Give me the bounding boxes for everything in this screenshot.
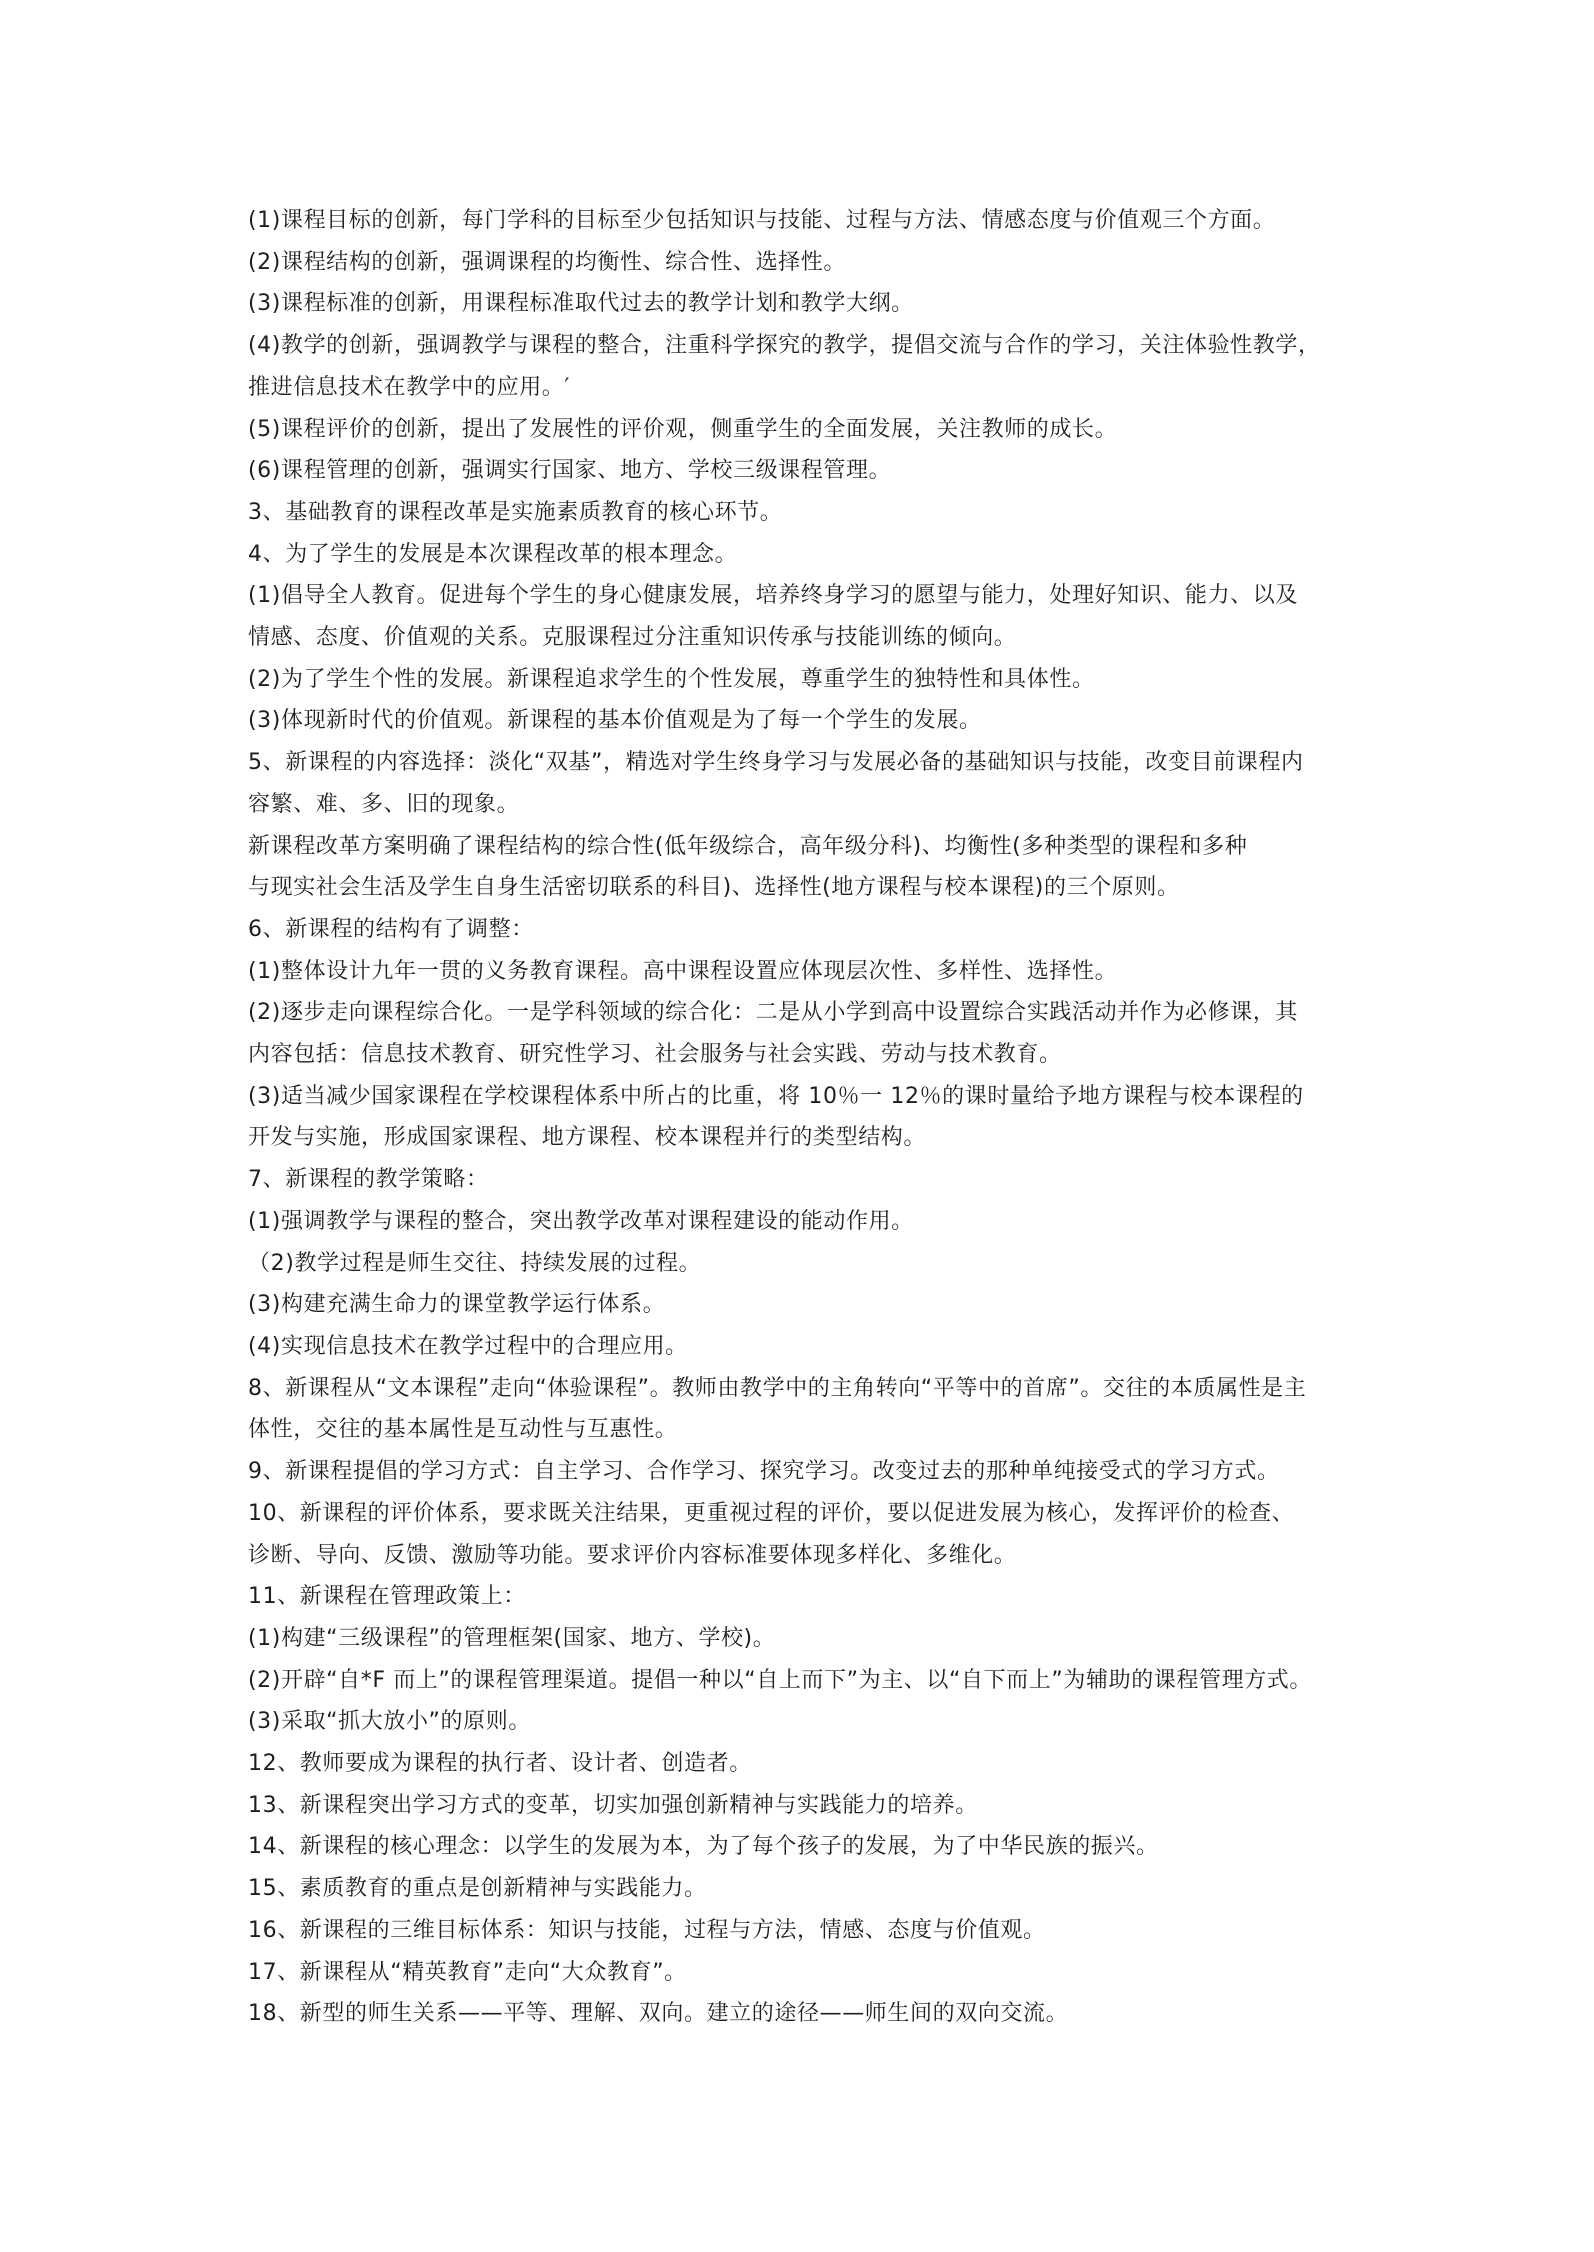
text-line: （2)教学过程是师生交往、持续发展的过程。 [248, 1250, 702, 1276]
text-line: 11、新课程在管理政策上： [248, 1584, 526, 1610]
text-line: 8、新课程从“文本课程”走向“体验课程”。教师由教学中的主角转向“平等中的首席”。交往的本质属性是主 [248, 1375, 1307, 1401]
text-line: (3)采取“抓大放小”的原则。 [248, 1709, 531, 1735]
text-line: 情感、态度、价值观的关系。克服课程过分注重知识传承与技能训练的倾向。 [248, 625, 1017, 651]
text-line: (2)为了学生个性的发展。新课程追求学生的个性发展，尊重学生的独特性和具体性。 [248, 666, 1095, 692]
text-line: 6、新课程的结构有了调整： [248, 916, 534, 942]
text-line: 10、新课程的评价体系，要求既关注结果，更重视过程的评价，要以促进发展为核心，发挥评价的检查、 [248, 1500, 1295, 1526]
text-line: 12、教师要成为课程的执行者、设计者、创造者。 [248, 1751, 752, 1777]
text-line: 开发与实施，形成国家课程、地方课程、校本课程并行的类型结构。 [248, 1125, 927, 1151]
text-line: 16、新课程的三维目标体系：知识与技能，过程与方法，情感、态度与价值观。 [248, 1917, 1046, 1943]
text-line: 5、新课程的内容选择：淡化“双基”，精选对学生终身学习与发展必备的基础知识与技能，改变目前课程内 [248, 750, 1304, 776]
text-line: 与现实社会生活及学生自身生活密切联系的科目)、选择性(地方课程与校本课程)的三个原则。 [248, 875, 1180, 901]
text-line: (4)教学的创新，强调教学与课程的整合，注重科学探究的教学，提倡交流与合作的学习，关注体验性教学， [248, 333, 1321, 359]
text-line: (1)构建“三级课程”的管理框架(国家、地方、学校)。 [248, 1625, 776, 1651]
text-line: (1)强调教学与课程的整合，突出教学改革对课程建设的能动作用。 [248, 1208, 914, 1234]
text-line: 诊断、导向、反馈、激励等功能。要求评价内容标准要体现多样化、多维化。 [248, 1542, 1017, 1568]
text-line: (1)课程目标的创新，每门学科的目标至少包括知识与技能、过程与方法、情感态度与价值观三个方面。 [248, 208, 1276, 233]
text-line: (2)开辟“自*F 而上”的课程管理渠道。提倡一种以“自上而下”为主、以“自下而上”为辅助的课程管理方式。 [248, 1667, 1312, 1693]
text-line: 内容包括：信息技术教育、研究性学习、社会服务与社会实践、劳动与技术教育。 [248, 1042, 1062, 1068]
text-line: (5)课程评价的创新，提出了发展性的评价观，侧重学生的全面发展，关注教师的成长。 [248, 416, 1118, 442]
text-line: 17、新课程从“精英教育”走向“大众教育”。 [248, 1959, 687, 1985]
text-line: (4)实现信息技术在教学过程中的合理应用。 [248, 1333, 688, 1359]
text-line: 7、新课程的教学策略： [248, 1167, 489, 1193]
text-line: (3)适当减少国家课程在学校课程体系中所占的比重，将 10％一 12％的课时量给予地方课程与校本课程的 [248, 1083, 1304, 1109]
text-line: (3)课程标准的创新，用课程标准取代过去的教学计划和教学大纲。 [248, 291, 914, 317]
text-line: (2)课程结构的创新，强调课程的均衡性、综合性、选择性。 [248, 249, 846, 275]
text-line: (6)课程管理的创新，强调实行国家、地方、学校三级课程管理。 [248, 458, 892, 484]
text-line: (2)逐步走向课程综合化。一是学科领域的综合化：二是从小学到高中设置综合实践活动并作为必修课，其 [248, 1000, 1298, 1026]
text-line: 3、基础教育的课程改革是实施素质教育的核心环节。 [248, 499, 783, 525]
text-line: 推进信息技术在教学中的应用。′ [248, 374, 570, 400]
text-line: 4、为了学生的发展是本次课程改革的根本理念。 [248, 541, 738, 567]
text-line: 容繁、难、多、旧的现象。 [248, 791, 520, 817]
text-line: (3)构建充满生命力的课堂教学运行体系。 [248, 1292, 666, 1318]
text-line: 14、新课程的核心理念：以学生的发展为本，为了每个孩子的发展，为了中华民族的振兴。 [248, 1834, 1159, 1860]
document-body [248, 200, 1358, 2035]
text-line: (3)体现新时代的价值观。新课程的基本价值观是为了每一个学生的发展。 [248, 708, 982, 734]
text-line: 18、新型的师生关系——平等、理解、双向。建立的途径——师生间的双向交流。 [248, 2001, 1069, 2027]
text-line: 15、素质教育的重点是创新精神与实践能力。 [248, 1876, 707, 1902]
text-line: 13、新课程突出学习方式的变革，切实加强创新精神与实践能力的培养。 [248, 1792, 978, 1818]
text-line: (1)倡导全人教育。促进每个学生的身心健康发展，培养终身学习的愿望与能力，处理好知识、能力、以及 [248, 583, 1298, 609]
text-line: 新课程改革方案明确了课程结构的综合性(低年级综合，高年级分科)、均衡性(多种类型的课程和多种 [248, 833, 1248, 859]
text-line: 体性，交往的基本属性是互动性与互惠性。 [248, 1417, 678, 1443]
text-line: 9、新课程提倡的学习方式：自主学习、合作学习、探究学习。改变过去的那种单纯接受式的学习方式。 [248, 1459, 1280, 1485]
text-line: (1)整体设计九年一贯的义务教育课程。高中课程设置应体现层次性、多样性、选择性。 [248, 958, 1118, 984]
